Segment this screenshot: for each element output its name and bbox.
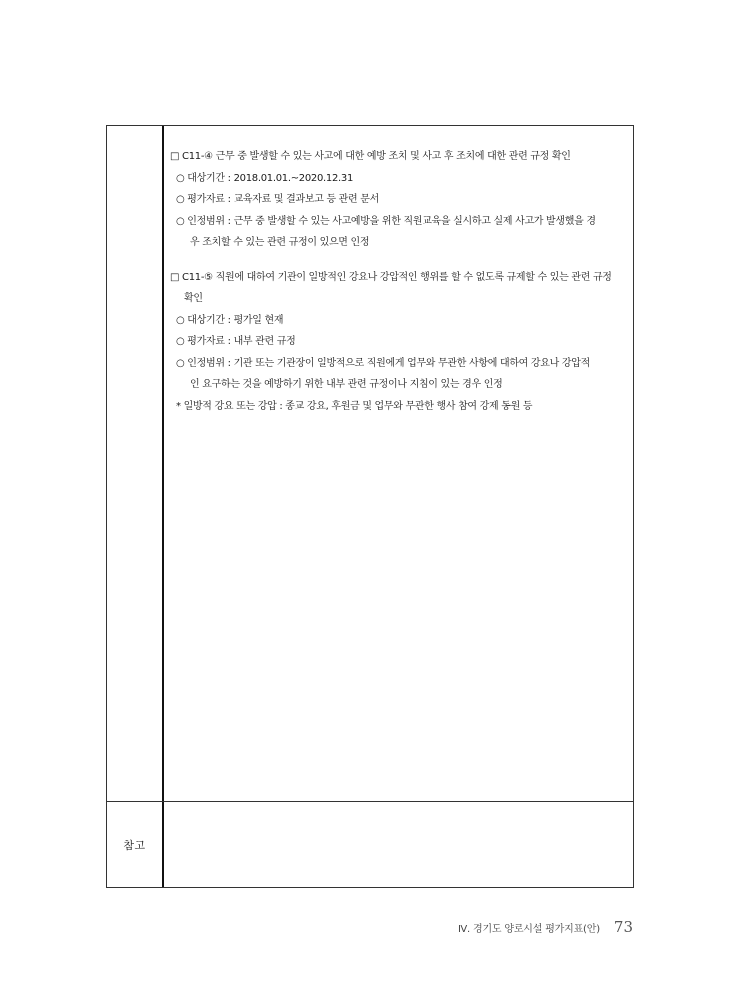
recognition-scope-cont: 우 조치할 수 있는 관련 규정이 있으면 인정	[190, 237, 370, 248]
footnote: * 일방적 강요 또는 강압 : 종교 강요, 후원금 및 업무와 무관한 행사 참여 강제 동원 등	[176, 400, 533, 412]
section-c11-4	[170, 146, 626, 254]
target-period: ○ 대상기간 : 2018.01.01.~2020.12.31	[176, 172, 354, 184]
recognition-scope-cont: 인 요구하는 것을 예방하기 위한 내부 관련 규정이나 지침이 있는 경우 인정	[190, 379, 503, 390]
page-footer	[458, 918, 633, 936]
section-heading-cont: 확인	[184, 293, 203, 304]
reference-label: 참고	[123, 839, 146, 852]
recognition-scope: ○ 인정범위 : 근무 중 발생할 수 있는 사고예방을 위한 직원교육을 실시하고 실제 사고가 발생했을 경	[176, 215, 596, 227]
row-divider	[107, 801, 633, 802]
section-heading: □ C11-④ 근무 중 발생할 수 있는 사고에 대한 예방 조치 및 사고 후 조치에 대한 관련 규정 확인	[170, 151, 571, 162]
column-divider	[162, 126, 164, 887]
section-heading: □ C11-⑤ 직원에 대하여 기관이 일방적인 강요나 강압적인 행위를 할 수 없도록 규제할 수 있는 관련 규정	[170, 271, 612, 283]
page-number: 73	[613, 918, 633, 936]
section-c11-5	[170, 267, 626, 418]
footer-title: Ⅳ. 경기도 양로시설 평가지표(안)	[458, 924, 600, 935]
criteria-content	[170, 146, 626, 417]
evaluation-material: ○ 평가자료 : 내부 관련 규정	[176, 336, 296, 347]
evaluation-material: ○ 평가자료 : 교육자료 및 결과보고 등 관련 문서	[176, 194, 380, 205]
recognition-scope: ○ 인정범위 : 기관 또는 기관장이 일방적으로 직원에게 업무와 무관한 사항에 대하여 강요나 강압적	[176, 357, 590, 369]
target-period: ○ 대상기간 : 평가일 현재	[176, 314, 284, 326]
